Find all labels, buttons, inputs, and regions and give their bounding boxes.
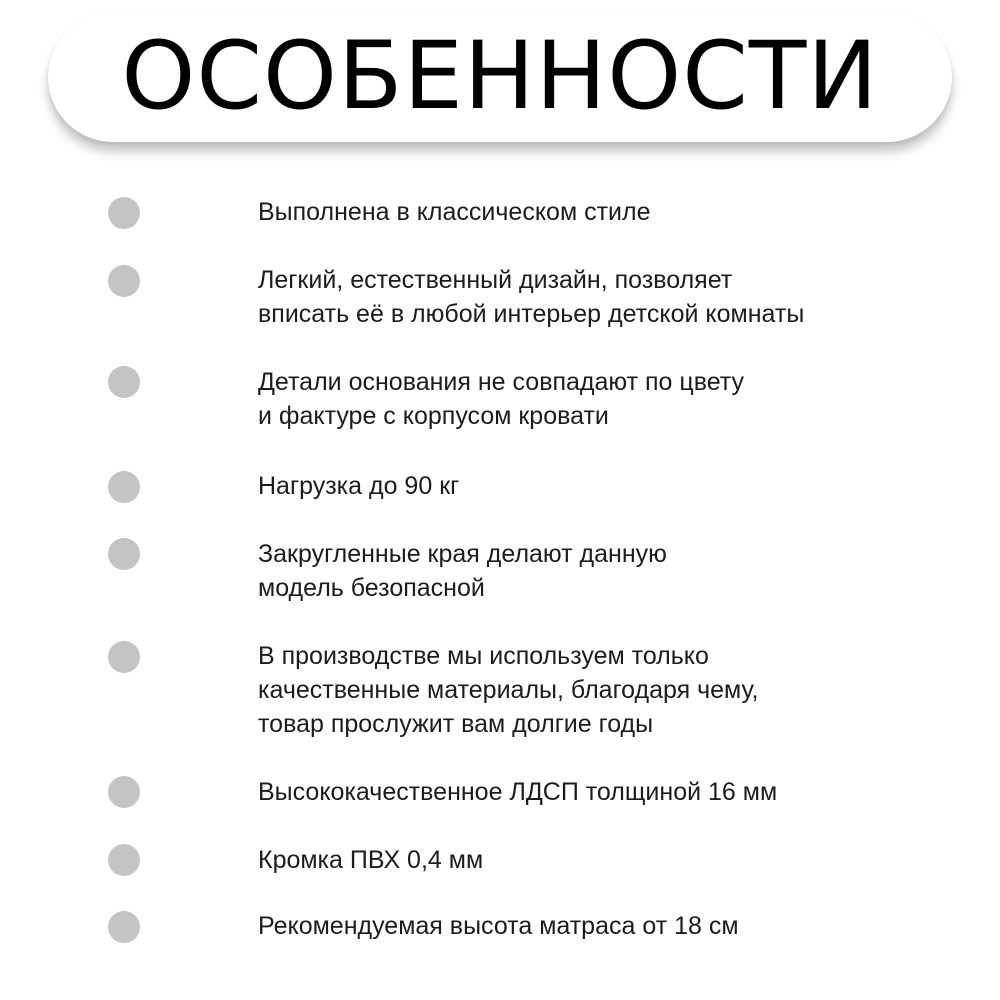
bullet-dot-icon <box>108 265 140 297</box>
feature-text: Нагрузка до 90 кг <box>258 472 460 500</box>
bullet-dot-icon <box>108 366 140 398</box>
bullet-dot-icon <box>108 471 140 503</box>
feature-text: В производстве мы используем только качественные материалы, благодаря чему, товар прослужит вам долгие годы <box>258 642 759 738</box>
feature-text: Легкий, естественный дизайн, позволяет вписать её в любой интерьер детской комнаты <box>258 266 805 328</box>
feature-text: Закругленные края делают данную модель безопасной <box>258 540 667 602</box>
bullet-dot-icon <box>108 776 140 808</box>
feature-text: Высококачественное ЛДСП толщиной 16 мм <box>258 778 778 806</box>
bullet-dot-icon <box>108 641 140 673</box>
feature-text: Детали основания не совпадают по цвету и фактуре с корпусом кровати <box>258 368 745 430</box>
bullet-dot-icon <box>108 911 140 943</box>
feature-text: Рекомендуемая высота матраса от 18 см <box>258 912 739 940</box>
bullet-dot-icon <box>108 197 140 229</box>
feature-text: Выполнена в классическом стиле <box>258 198 651 226</box>
bullet-dot-icon <box>108 844 140 876</box>
feature-text: Кромка ПВХ 0,4 мм <box>258 846 484 874</box>
bullet-dot-icon <box>108 538 140 570</box>
page-title: ОСОБЕННОСТИ <box>121 22 879 131</box>
